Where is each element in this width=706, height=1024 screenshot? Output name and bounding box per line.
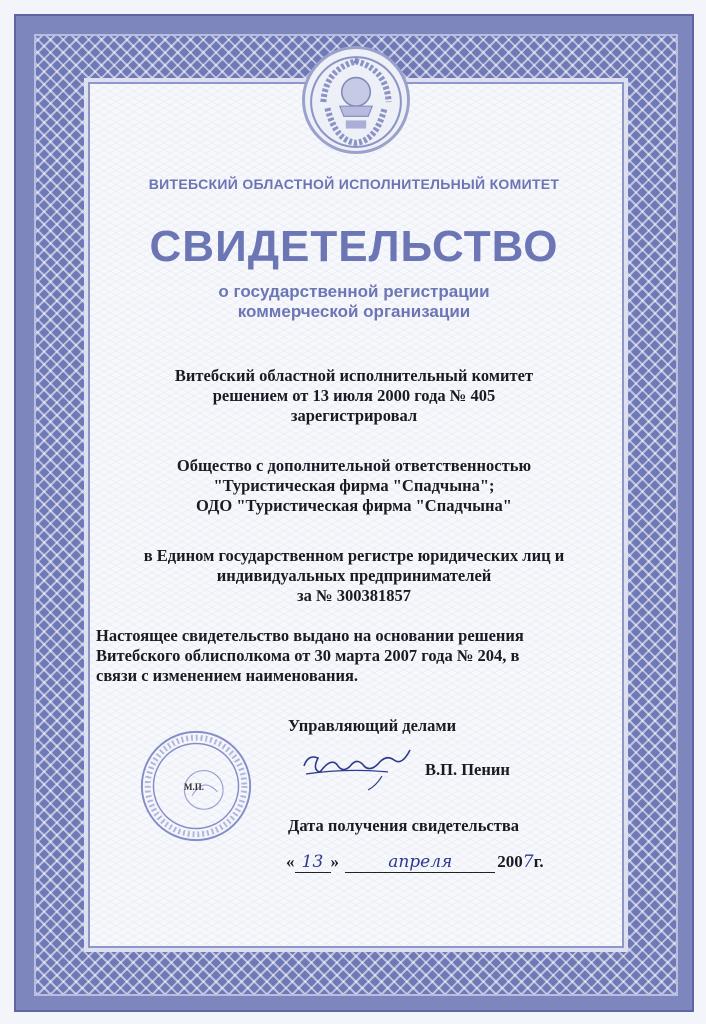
text-line: решением от 13 июля 2000 года № 405 xyxy=(212,386,496,405)
year-suffix: г. xyxy=(533,852,544,871)
signatory-title: Управляющий делами xyxy=(288,716,457,735)
handwritten-signature xyxy=(298,736,418,792)
receipt-date xyxy=(286,852,544,873)
registration-paragraph xyxy=(88,366,620,426)
committee-heading: ВИТЕБСКИЙ ОБЛАСТНОЙ ИСПОЛНИТЕЛЬНЫЙ КОМИТЕТ xyxy=(148,176,560,192)
close-quote: » xyxy=(330,852,339,871)
open-quote: « xyxy=(286,852,295,871)
subtitle-line: коммерческой организации xyxy=(237,302,471,321)
subtitle-line: о государственной регистрации xyxy=(218,282,490,301)
text-line: Витебского облисполкома от 30 марта 2007 года № 204, в xyxy=(96,646,520,665)
receipt-day: 13 xyxy=(295,852,331,873)
text-line: "Туристическая фирма "Спадчына"; xyxy=(213,476,495,495)
certificate-title: СВИДЕТЕЛЬСТВО xyxy=(149,222,559,271)
register-number-paragraph xyxy=(88,546,620,606)
text-line: за № 300381857 xyxy=(297,586,411,605)
stamp-mark-label: М.П. xyxy=(184,782,204,792)
company-name-paragraph xyxy=(88,456,620,516)
text-line: Витебский областной исполнительный комитет xyxy=(174,366,534,385)
year-digit: 7 xyxy=(522,852,534,872)
text-line: ОДО "Туристическая фирма "Спадчына" xyxy=(196,496,512,515)
text-line: зарегистрировал xyxy=(290,406,418,425)
text-line: Настоящее свидетельство выдано на основании решения xyxy=(96,626,524,645)
signatory-name: В.П. Пенин xyxy=(425,760,510,779)
basis-paragraph xyxy=(96,626,612,686)
year-prefix: 200 xyxy=(497,852,523,871)
receipt-date-label: Дата получения свидетельства xyxy=(288,816,520,835)
text-line: связи с изменением наименования. xyxy=(96,666,359,685)
text-line: Общество с дополнительной ответственностью xyxy=(176,456,532,475)
state-emblem-icon xyxy=(302,46,410,154)
receipt-month: апреля xyxy=(345,852,495,873)
text-line: в Едином государственном регистре юридических лиц и xyxy=(143,546,565,565)
certificate-subtitle xyxy=(88,282,620,322)
text-line: индивидуальных предпринимателей xyxy=(216,566,492,585)
